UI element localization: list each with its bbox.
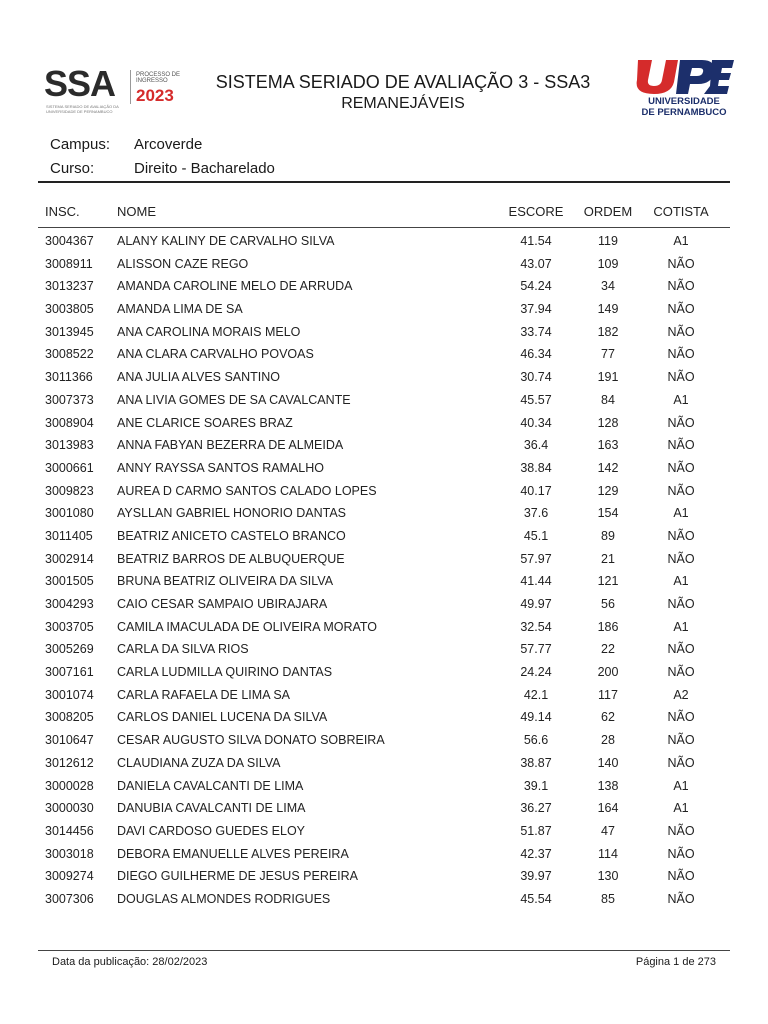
- cell-escore: 36.27: [520, 801, 552, 816]
- cell-ordem: 164: [597, 801, 619, 816]
- cell-ordem: 77: [601, 347, 615, 362]
- table-row: [0, 391, 768, 414]
- cell-cotista: A1: [673, 778, 689, 793]
- cell-ordem: 200: [597, 665, 619, 680]
- cell-ordem: 109: [597, 256, 619, 271]
- table-row: [0, 890, 768, 913]
- curso-value: Direito - Bacharelado: [134, 160, 275, 177]
- cell-ordem: 84: [601, 392, 615, 407]
- cell-insc: 3010647: [45, 733, 94, 748]
- cell-cotista: NÃO: [667, 370, 695, 385]
- column-header-ordem: ORDEM: [583, 204, 633, 219]
- cell-escore: 42.1: [523, 687, 549, 702]
- cell-ordem: 163: [597, 438, 619, 453]
- table-row: [0, 414, 768, 437]
- table-row: [0, 232, 768, 255]
- table-body: [0, 232, 768, 913]
- cell-ordem: 56: [601, 597, 615, 611]
- cell-escore: 56.6: [523, 733, 549, 748]
- table-row: [0, 504, 768, 527]
- cell-escore: 54.24: [520, 279, 552, 294]
- cell-nome: DIEGO GUILHERME DE JESUS PEREIRA: [117, 869, 359, 884]
- cell-escore: 57.97: [520, 551, 552, 566]
- cell-nome: AMANDA LIMA DE SA: [117, 302, 243, 317]
- cell-cotista: NÃO: [667, 438, 695, 453]
- cell-nome: AYSLLAN GABRIEL HONORIO DANTAS: [117, 506, 346, 521]
- cell-nome: DAVI CARDOSO GUEDES ELOY: [117, 823, 306, 838]
- cell-escore: 36.4: [523, 438, 549, 453]
- cell-insc: 3000028: [45, 778, 94, 793]
- cell-nome: BEATRIZ BARROS DE ALBUQUERQUE: [117, 551, 345, 566]
- cell-escore: 46.34: [520, 347, 552, 362]
- cell-insc: 3008911: [45, 256, 93, 271]
- cell-ordem: 182: [597, 324, 619, 339]
- cell-cotista: A1: [673, 801, 689, 816]
- table-row: [0, 550, 768, 573]
- cell-cotista: NÃO: [667, 256, 695, 271]
- ssa-logo-subtitle: SISTEMA SERIADO DE AVALIAÇÃO DA UNIVERSIDADE DE PERNAMBUCO: [46, 104, 119, 114]
- cell-cotista: NÃO: [667, 551, 695, 566]
- course-info: [50, 133, 730, 181]
- upe-name-line2: DE PERNAMBUCO: [641, 107, 727, 118]
- table-row: [0, 459, 768, 482]
- document-header: [0, 58, 768, 128]
- cell-cotista: NÃO: [667, 891, 695, 906]
- cell-insc: 3002914: [45, 551, 94, 566]
- cell-escore: 41.54: [520, 234, 552, 248]
- cell-nome: ALISSON CAZE REGO: [117, 256, 249, 271]
- cell-cotista: NÃO: [667, 302, 695, 317]
- cell-ordem: 62: [601, 710, 615, 725]
- table-row: [0, 618, 768, 641]
- cell-ordem: 142: [597, 460, 619, 475]
- cell-cotista: NÃO: [667, 733, 695, 748]
- table-row: [0, 777, 768, 800]
- cell-ordem: 138: [597, 778, 619, 793]
- cell-nome: ANA JULIA ALVES SANTINO: [117, 370, 281, 385]
- cell-insc: 3012612: [45, 755, 94, 770]
- logo-divider: [130, 70, 131, 104]
- table-row: [0, 799, 768, 822]
- table-row: [0, 708, 768, 731]
- cell-nome: DEBORA EMANUELLE ALVES PEREIRA: [117, 846, 349, 861]
- cell-insc: 3013983: [45, 438, 94, 453]
- ssa-process-label: PROCESSO DE INGRESSO: [136, 72, 181, 84]
- cell-cotista: NÃO: [667, 483, 695, 498]
- cell-ordem: 140: [597, 755, 619, 770]
- cell-insc: 3011405: [45, 528, 93, 543]
- cell-ordem: 186: [597, 619, 619, 634]
- cell-escore: 39.1: [523, 778, 549, 793]
- cell-cotista: NÃO: [667, 528, 695, 543]
- cell-insc: 3007161: [45, 665, 94, 680]
- ssa-logo-text: SSA: [44, 63, 116, 104]
- cell-nome: AMANDA CAROLINE MELO DE ARRUDA: [117, 279, 353, 294]
- cell-escore: 40.17: [520, 483, 552, 498]
- cell-cotista: A1: [673, 619, 689, 634]
- cell-cotista: A1: [673, 506, 689, 521]
- cell-ordem: 128: [597, 415, 619, 430]
- cell-ordem: 85: [601, 891, 615, 906]
- cell-insc: 3008205: [45, 710, 94, 725]
- cell-insc: 3008904: [45, 415, 94, 430]
- cell-cotista: NÃO: [667, 755, 695, 770]
- cell-insc: 3011366: [45, 370, 93, 385]
- column-header-nome: NOME: [117, 204, 156, 219]
- table-row: [0, 345, 768, 368]
- cell-insc: 3004367: [45, 234, 94, 248]
- cell-escore: 49.97: [520, 597, 552, 611]
- cell-nome: ALANY KALINY DE CARVALHO SILVA: [117, 234, 335, 248]
- cell-cotista: NÃO: [667, 460, 695, 475]
- campus-value: Arcoverde: [134, 136, 203, 153]
- cell-nome: CESAR AUGUSTO SILVA DONATO SOBREIRA: [117, 733, 385, 748]
- table-row: [0, 845, 768, 868]
- cell-escore: 49.14: [520, 710, 552, 725]
- cell-escore: 45.54: [520, 891, 552, 906]
- table-row: [0, 686, 768, 709]
- cell-nome: DANIELA CAVALCANTI DE LIMA: [117, 778, 304, 793]
- cell-nome: ANA CAROLINA MORAIS MELO: [117, 324, 301, 339]
- cell-insc: 3001505: [45, 574, 94, 589]
- cell-insc: 3007373: [45, 392, 94, 407]
- cell-insc: 3009823: [45, 483, 94, 498]
- table-row: [0, 482, 768, 505]
- cell-nome: ANNA FABYAN BEZERRA DE ALMEIDA: [117, 438, 344, 453]
- cell-escore: 30.74: [520, 370, 552, 385]
- cell-escore: 24.24: [520, 665, 552, 680]
- cell-ordem: 121: [597, 574, 619, 589]
- table-row: [0, 595, 768, 618]
- cell-insc: 3005269: [45, 642, 94, 657]
- cell-ordem: 34: [601, 279, 615, 294]
- cell-insc: 3007306: [45, 891, 94, 906]
- cell-escore: 39.97: [520, 869, 552, 884]
- cell-nome: CARLA RAFAELA DE LIMA SA: [117, 687, 290, 702]
- cell-cotista: NÃO: [667, 324, 695, 339]
- cell-ordem: 149: [597, 302, 619, 317]
- cell-cotista: NÃO: [667, 869, 695, 884]
- page-title: SISTEMA SERIADO DE AVALIAÇÃO 3 - SSA3: [215, 72, 591, 92]
- cell-nome: CAIO CESAR SAMPAIO UBIRAJARA: [117, 597, 328, 611]
- cell-escore: 33.74: [520, 324, 552, 339]
- cell-cotista: NÃO: [667, 347, 695, 362]
- cell-escore: 37.94: [520, 302, 552, 317]
- cell-cotista: NÃO: [667, 665, 695, 680]
- page-subtitle: REMANEJÁVEIS: [341, 95, 465, 112]
- cell-ordem: 154: [597, 506, 619, 521]
- cell-insc: 3004293: [45, 597, 94, 611]
- cell-nome: CARLA DA SILVA RIOS: [117, 642, 249, 657]
- table-header-divider: [38, 227, 730, 228]
- cell-ordem: 28: [601, 733, 615, 748]
- table-row: [0, 731, 768, 754]
- table-row: [0, 277, 768, 300]
- cell-escore: 45.57: [520, 392, 552, 407]
- cell-insc: 3000661: [45, 460, 94, 475]
- cell-insc: 3001080: [45, 506, 94, 521]
- cell-insc: 3000030: [45, 801, 94, 816]
- cell-nome: DOUGLAS ALMONDES RODRIGUES: [117, 891, 331, 906]
- cell-cotista: NÃO: [667, 279, 695, 294]
- cell-escore: 41.44: [520, 574, 552, 589]
- cell-nome: ANNY RAYSSA SANTOS RAMALHO: [117, 460, 325, 475]
- cell-nome: ANE CLARICE SOARES BRAZ: [117, 415, 293, 430]
- cell-escore: 42.37: [520, 846, 552, 861]
- cell-cotista: A1: [673, 392, 689, 407]
- cell-escore: 38.87: [520, 755, 552, 770]
- cell-nome: CAMILA IMACULADA DE OLIVEIRA MORATO: [117, 619, 378, 634]
- cell-nome: BEATRIZ ANICETO CASTELO BRANCO: [117, 528, 346, 543]
- cell-nome: CLAUDIANA ZUZA DA SILVA: [117, 755, 281, 770]
- table-row: [0, 822, 768, 845]
- table-row: [0, 867, 768, 890]
- table-row: [0, 663, 768, 686]
- curso-label: Curso:: [50, 160, 95, 177]
- cell-insc: 3009274: [45, 869, 94, 884]
- cell-cotista: NÃO: [667, 823, 695, 838]
- curso-row: [50, 157, 730, 181]
- cell-ordem: 21: [601, 551, 615, 566]
- cell-ordem: 130: [597, 869, 619, 884]
- cell-insc: 3003018: [45, 846, 94, 861]
- cell-nome: AUREA D CARMO SANTOS CALADO LOPES: [117, 483, 377, 498]
- column-header-cotista: COTISTA: [653, 204, 709, 219]
- cell-cotista: NÃO: [667, 710, 695, 725]
- cell-ordem: 117: [598, 687, 618, 702]
- cell-ordem: 191: [597, 370, 619, 385]
- table-row: [0, 323, 768, 346]
- cell-escore: 45.1: [523, 528, 549, 543]
- table-row: [0, 572, 768, 595]
- cell-insc: 3014456: [45, 823, 94, 838]
- cell-insc: 3003805: [45, 302, 94, 317]
- cell-insc: 3003705: [45, 619, 94, 634]
- footer-divider: [38, 950, 730, 951]
- cell-cotista: A2: [673, 687, 689, 702]
- cell-nome: CARLA LUDMILLA QUIRINO DANTAS: [117, 665, 333, 680]
- cell-cotista: NÃO: [667, 415, 695, 430]
- table-header: [0, 204, 768, 222]
- cell-cotista: A1: [673, 234, 689, 248]
- upe-name-line1: UNIVERSIDADE: [648, 96, 720, 107]
- table-row: [0, 640, 768, 663]
- cell-nome: ANA LIVIA GOMES DE SA CAVALCANTE: [117, 392, 351, 407]
- campus-label: Campus:: [50, 136, 111, 153]
- upe-name: [632, 96, 736, 118]
- cell-escore: 51.87: [520, 823, 552, 838]
- cell-ordem: 119: [598, 234, 618, 248]
- table-row: [0, 754, 768, 777]
- cell-nome: CARLOS DANIEL LUCENA DA SILVA: [117, 710, 328, 725]
- cell-ordem: 47: [601, 823, 615, 838]
- table-row: [0, 527, 768, 550]
- page-number: Página 1 de 273: [635, 956, 716, 968]
- cell-cotista: NÃO: [667, 846, 695, 861]
- ssa-logo: [44, 63, 184, 114]
- cell-escore: 40.34: [520, 415, 552, 430]
- cell-escore: 32.54: [520, 619, 552, 634]
- cell-cotista: A1: [673, 574, 689, 589]
- header-divider: [38, 181, 730, 183]
- cell-ordem: 89: [601, 528, 615, 543]
- cell-insc: 3001074: [45, 687, 94, 702]
- cell-insc: 3013237: [45, 279, 94, 294]
- cell-escore: 43.07: [520, 256, 552, 271]
- cell-nome: BRUNA BEATRIZ OLIVEIRA DA SILVA: [117, 574, 334, 589]
- cell-nome: DANUBIA CAVALCANTI DE LIMA: [117, 801, 306, 816]
- column-header-insc: INSC.: [45, 204, 80, 219]
- campus-row: [50, 133, 730, 157]
- table-row: [0, 436, 768, 459]
- cell-ordem: 22: [601, 642, 615, 657]
- cell-escore: 57.77: [520, 642, 552, 657]
- column-header-escore: ESCORE: [508, 204, 564, 219]
- cell-escore: 37.6: [523, 506, 549, 521]
- cell-ordem: 129: [597, 483, 619, 498]
- table-row: [0, 300, 768, 323]
- cell-cotista: NÃO: [667, 642, 695, 657]
- cell-ordem: 114: [598, 846, 618, 861]
- ssa-year: 2023: [136, 86, 174, 105]
- publication-date: Data da publicação: 28/02/2023: [52, 956, 208, 968]
- cell-nome: ANA CLARA CARVALHO POVOAS: [117, 347, 314, 362]
- cell-insc: 3013945: [45, 324, 94, 339]
- cell-cotista: NÃO: [667, 597, 695, 611]
- cell-insc: 3008522: [45, 347, 94, 362]
- cell-escore: 38.84: [520, 460, 552, 475]
- table-row: [0, 255, 768, 278]
- table-row: [0, 368, 768, 391]
